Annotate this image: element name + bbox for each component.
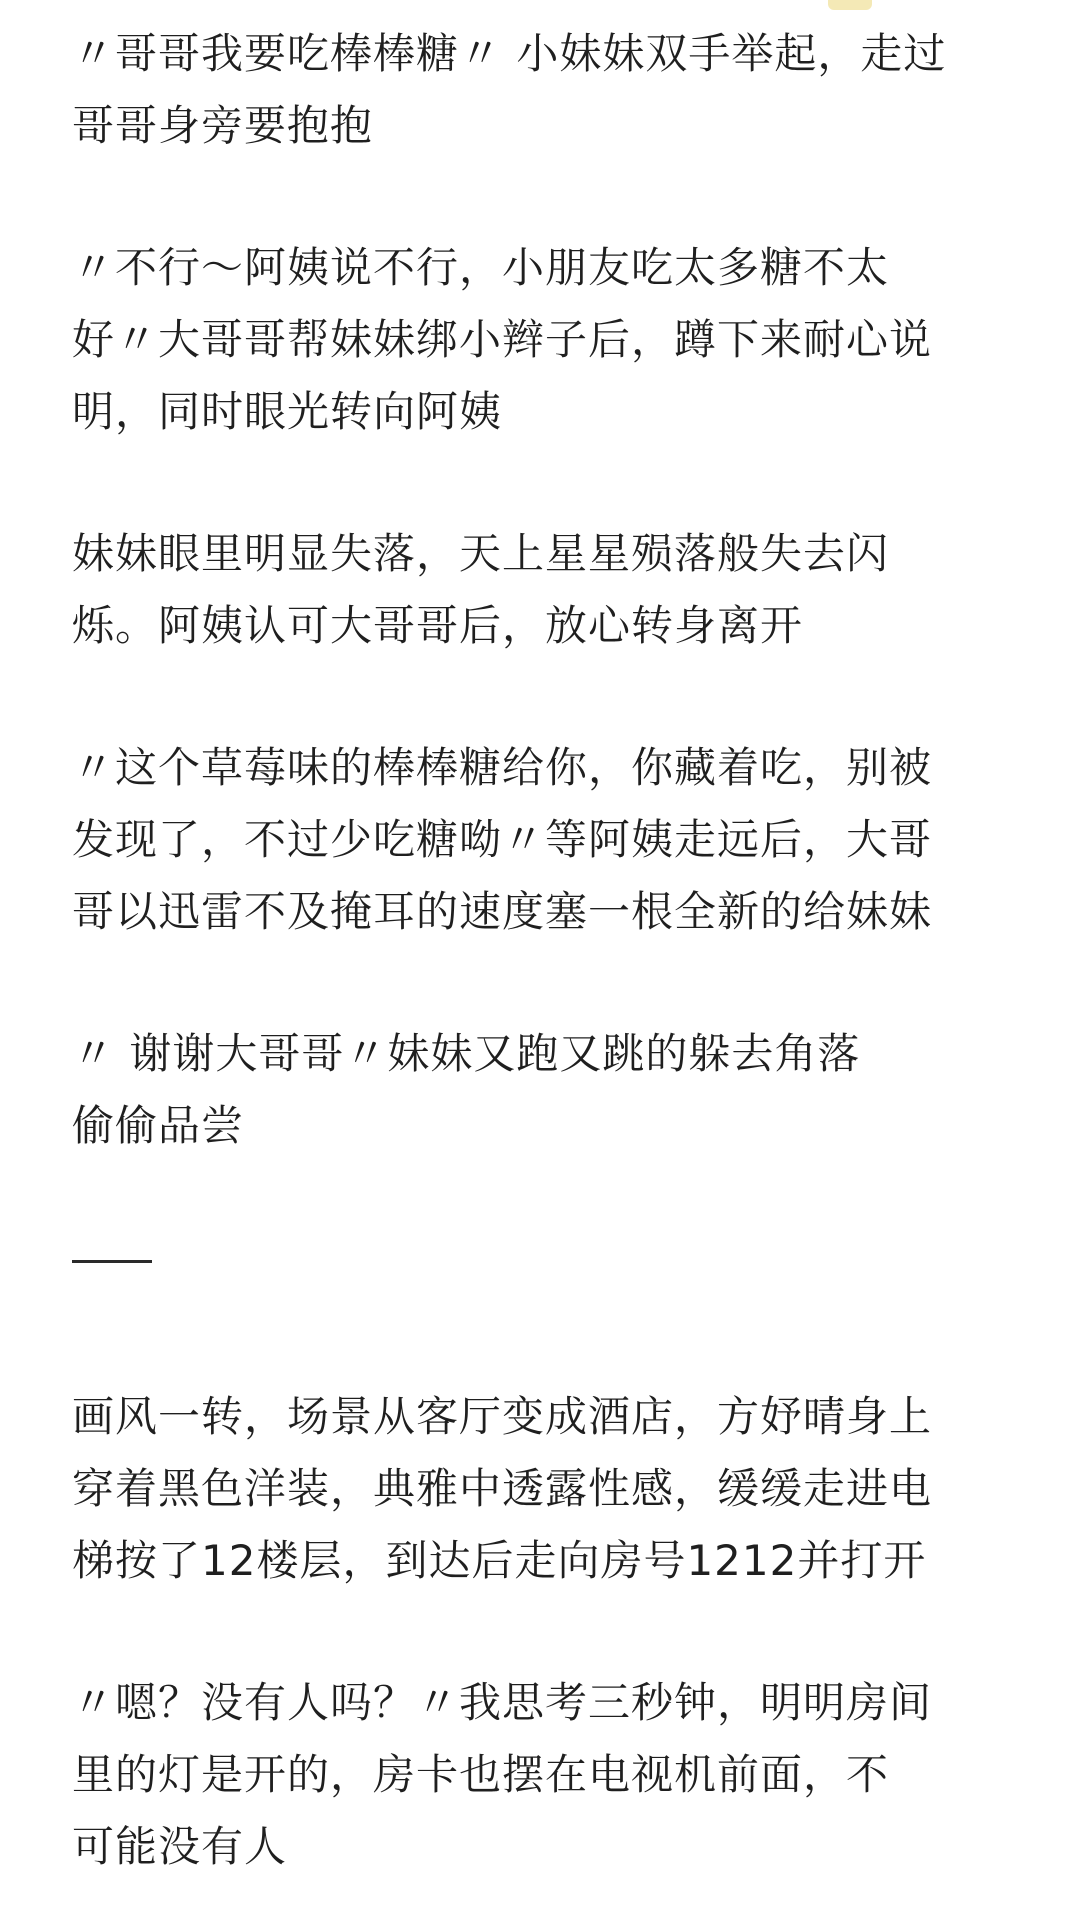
paragraph-thanks: 〃 谢谢大哥哥〃妹妹又跑又跳的躲去角落 偷偷品尝 — [72, 1029, 861, 1150]
paragraph-hotel-scene: 画风一转，场景从客厅变成酒店，方妤晴身上 穿着黑色洋装，典雅中透露性感，缓缓走进电 梯按了12楼层，到达后走向房号1212并打开 — [72, 1392, 933, 1585]
top-highlight-fragment — [828, 0, 872, 10]
paragraph-disappointment: 妹妹眼里明显失落，天上星星殒落般失去闪 烁。阿姨认可大哥哥后，放心转身离开 — [72, 529, 890, 650]
paragraph-refusal: 〃不行～阿姨说不行，小朋友吃太多糖不太 好〃大哥哥帮妹妹绑小辫子后，蹲下来耐心说 明，同时眼光转向阿姨 — [72, 243, 933, 436]
paragraph-lollipop-request: 〃哥哥我要吃棒棒糖〃 小妹妹双手举起，走过 哥哥身旁要抱抱 — [72, 29, 947, 150]
paragraph-spacer — [72, 948, 1016, 1018]
section-spacer — [72, 1263, 1016, 1381]
article-body — [72, 18, 1016, 1883]
paragraph-spacer — [72, 1597, 1016, 1667]
paragraph-spacer — [72, 448, 1016, 518]
section-spacer — [72, 1162, 1016, 1260]
paragraph-empty-room: 〃嗯？没有人吗？〃我思考三秒钟，明明房间 里的灯是开的，房卡也摆在电视机前面，不 可能没有人 — [72, 1678, 933, 1871]
paragraph-secret-candy: 〃这个草莓味的棒棒糖给你，你藏着吃，别被 发现了，不过少吃糖呦〃等阿姨走远后，大哥 哥以迅雷不及掩耳的速度塞一根全新的给妹妹 — [72, 743, 933, 936]
paragraph-spacer — [72, 662, 1016, 732]
paragraph-spacer — [72, 162, 1016, 232]
